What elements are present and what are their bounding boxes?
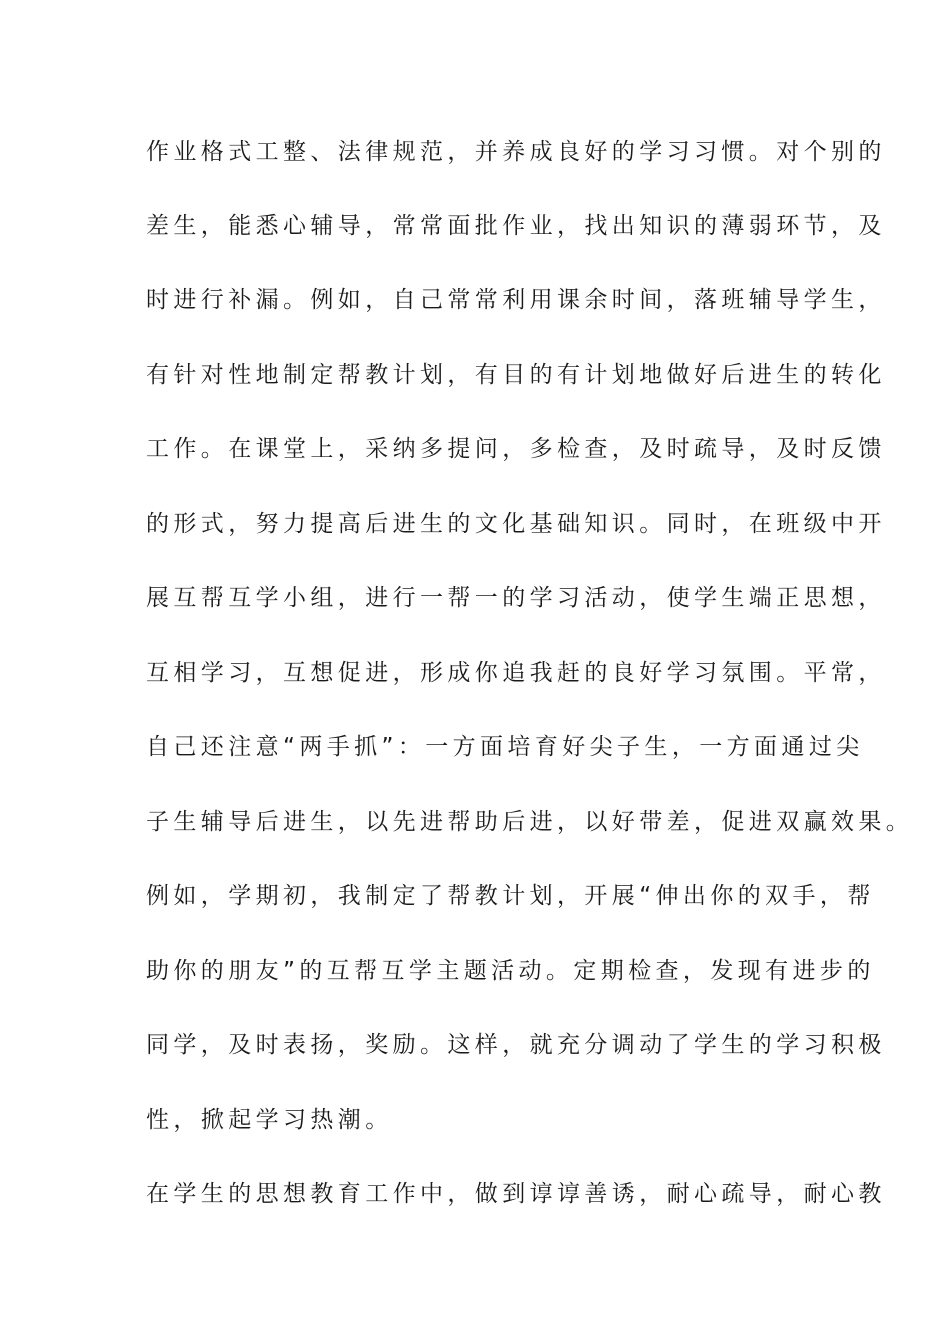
paragraph-2-line-1: 在学生的思想教育工作中，做到谆谆善诱，耐心疏导，耐心教 [146,1181,886,1207]
paragraph-1-line-7: 展互帮互学小组，进行一帮一的学习活动，使学生端正思想， [146,585,886,611]
paragraph-1-line-10: 子生辅导后进生，以先进帮助后进，以好带差，促进双赢效果。 [146,809,914,835]
paragraph-1-line-6: 的形式，努力提高后进生的文化基础知识。同时，在班级中开 [146,511,886,537]
paragraph-1-line-11: 例如，学期初，我制定了帮教计划，开展“伸出你的双手，帮 [146,883,875,909]
paragraph-1-line-14: 性，掀起学习热潮。 [146,1107,393,1133]
paragraph-1-line-12: 助你的朋友”的互帮互学主题活动。定期检查，发现有进步的 [146,958,875,984]
paragraph-1-line-5: 工作。在课堂上，采纳多提问，多检查，及时疏导，及时反馈 [146,436,886,462]
paragraph-1-line-8: 互相学习，互想促进，形成你追我赶的良好学习氛围。平常， [146,660,886,686]
paragraph-1-line-3: 时进行补漏。例如，自己常常利用课余时间，落班辅导学生， [146,287,886,313]
paragraph-1-line-4: 有针对性地制定帮教计划，有目的有计划地做好后进生的转化 [146,362,886,388]
paragraph-1-line-2: 差生，能悉心辅导，常常面批作业，找出知识的薄弱环节，及 [146,213,886,239]
paragraph-1-line-9: 自己还注意“两手抓”：一方面培育好尖子生，一方面通过尖 [146,734,864,760]
paragraph-1-line-1: 作业格式工整、法律规范，并养成良好的学习习惯。对个别的 [146,139,886,165]
paragraph-1-line-13: 同学，及时表扬，奖励。这样，就充分调动了学生的学习积极 [146,1032,886,1058]
